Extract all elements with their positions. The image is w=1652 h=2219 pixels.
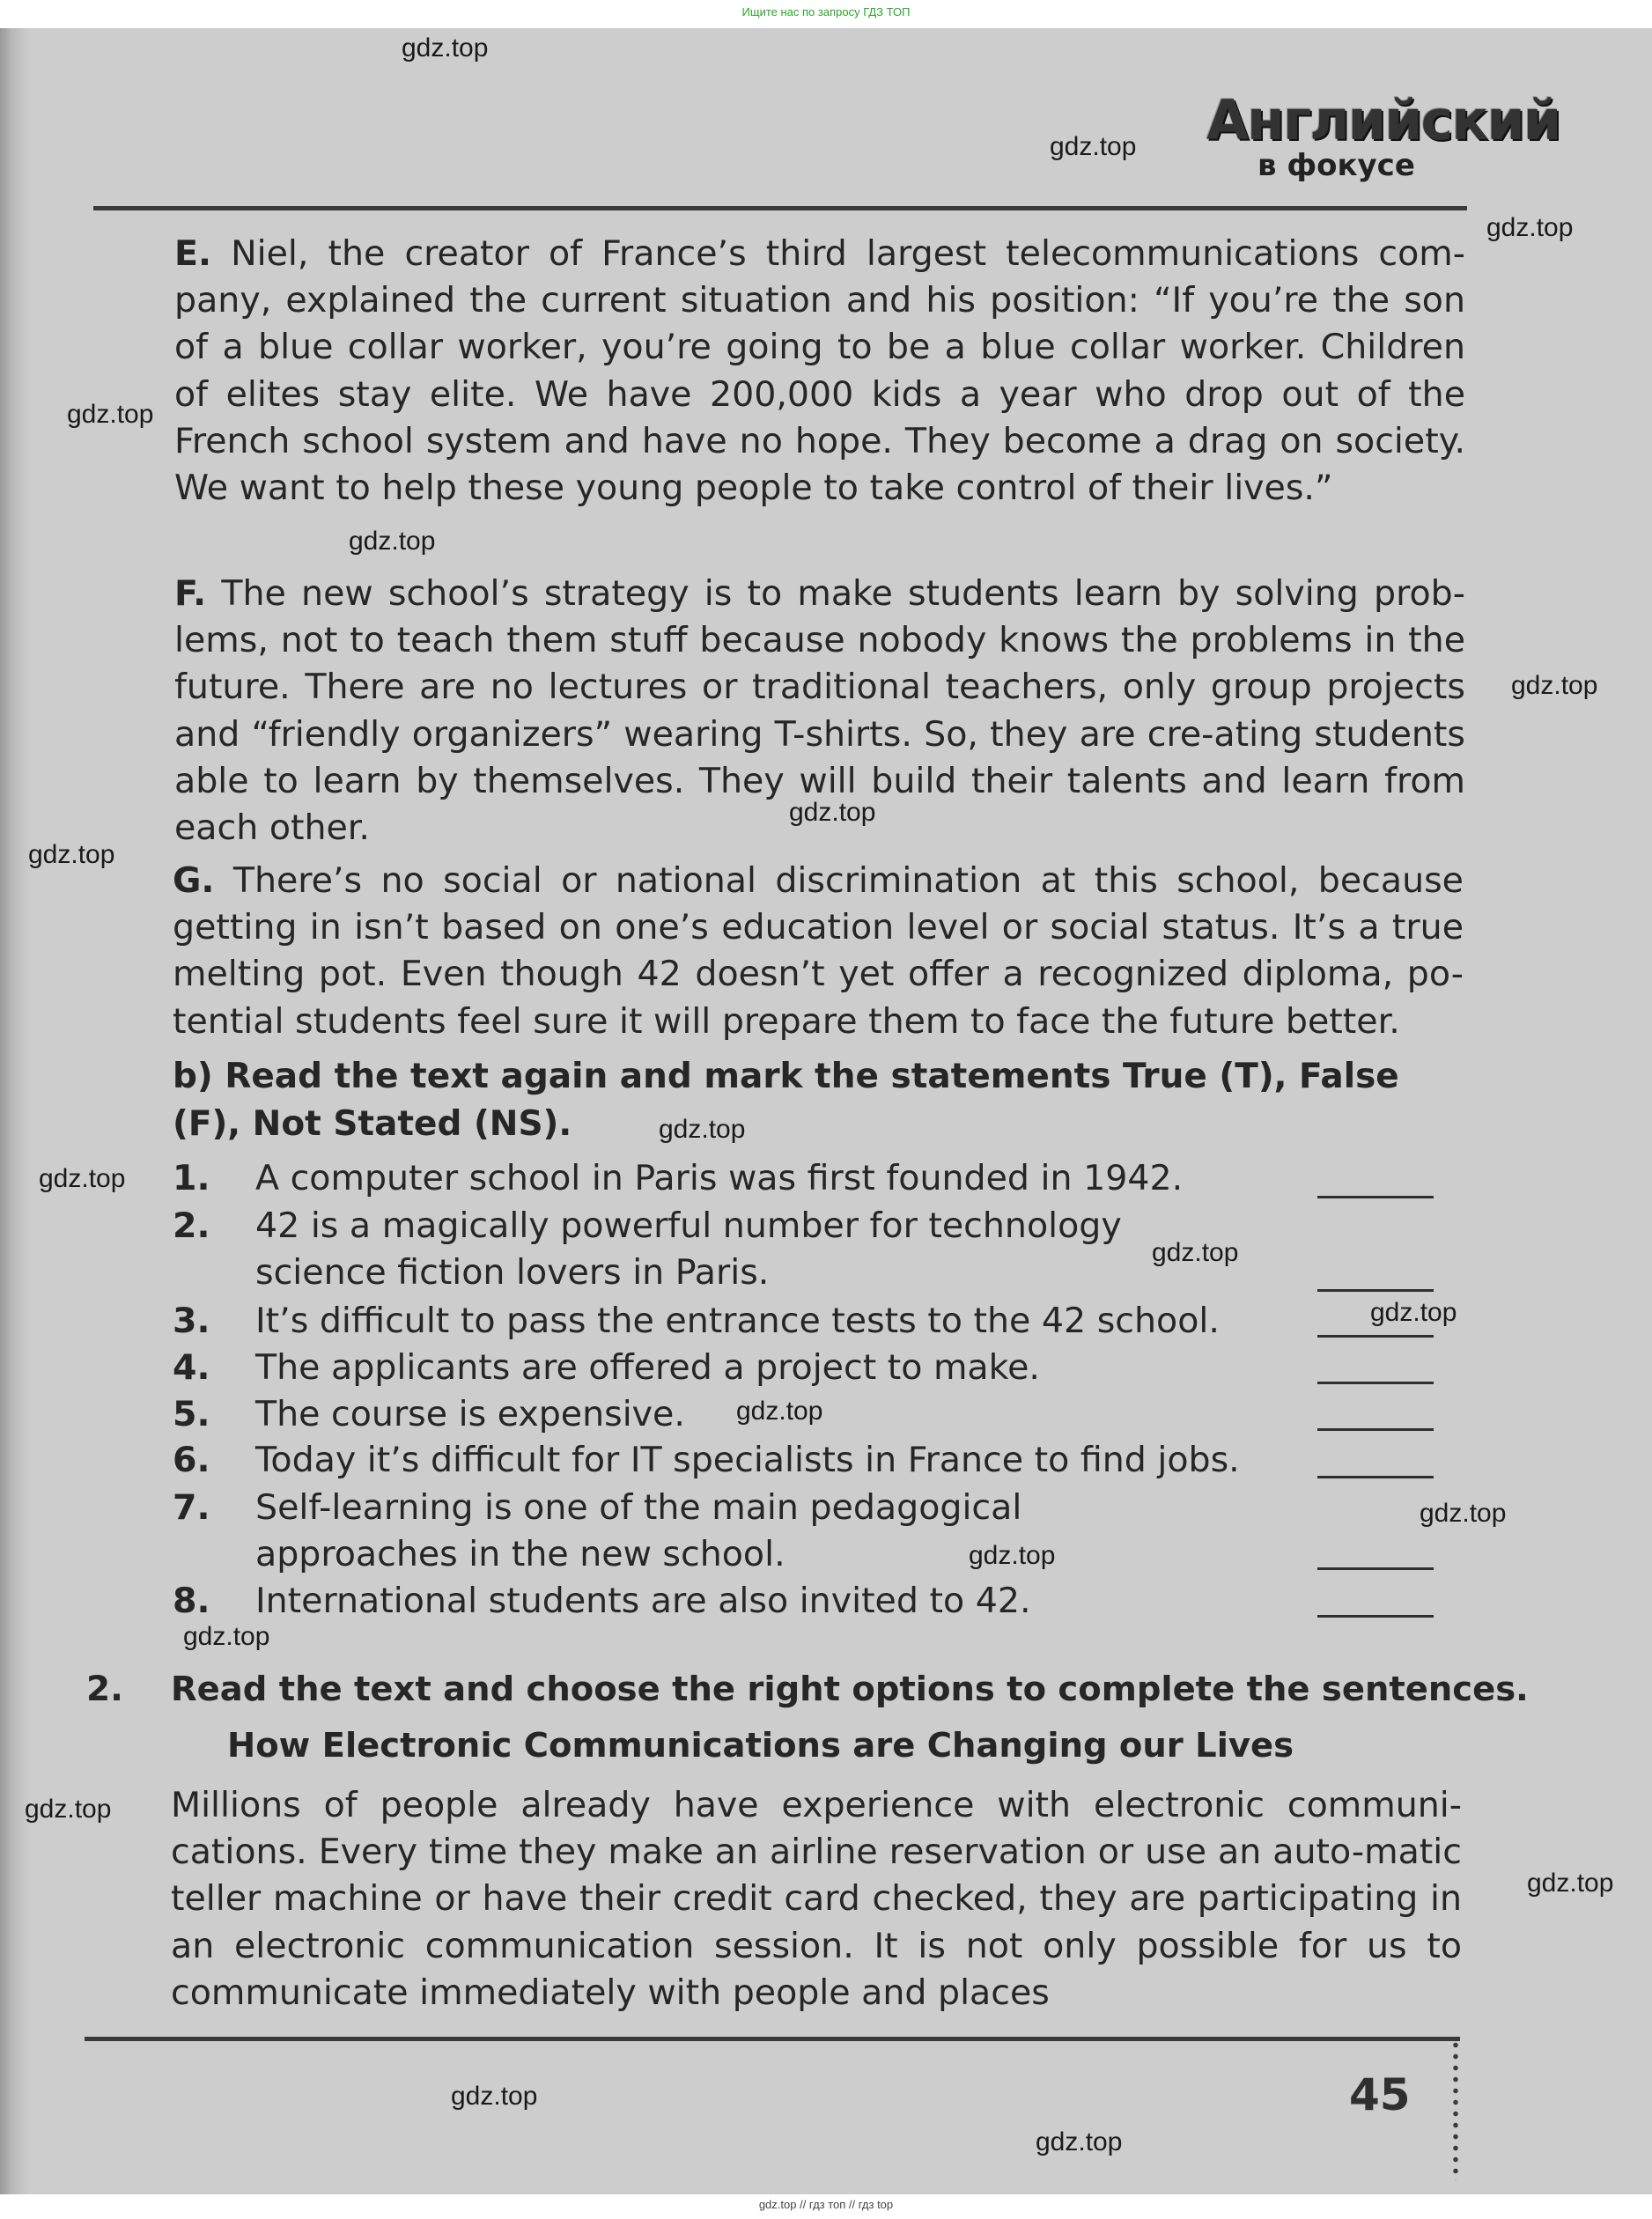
watermark-link[interactable]: gdz.top [1036,2127,1123,2156]
logo-subtitle: в фокусе [1257,148,1415,183]
article-text: Millions of people already have experience with electronic communi-cations. Every time they make an airline reservation or use an auto-matic teller machine or have their credit card checked, they are participating in an electronic communication session. It is not only possible for us to communicate immediately with people and places [171,1785,1462,2013]
watermark-link[interactable]: gdz.top [736,1397,823,1426]
statement-number: 1. [173,1158,210,1198]
watermark-link[interactable]: gdz.top [349,527,436,556]
paragraph-g-text: There’s no social or national discrimination at this school, because getting in isn’t based on one’s education level or social status. It’s a true melting pot. Even though 42 doesn’t yet offer a recognized diploma, po-tential students feel sure it will prepare them to face the future better. [173,860,1464,1042]
task-b-instruction: b) Read the text again and mark the statements True (T), False (F), Not Stated (NS). [173,1057,1399,1144]
footer-rule [85,2037,1460,2041]
footer-dotted-line [1453,2039,1458,2180]
watermark-link[interactable]: gdz.top [659,1115,746,1144]
statement-text: The applicants are offered a project to make. [255,1347,1040,1388]
paragraph-f-letter: F. [174,573,207,614]
paragraph-e-text: Niel, the creator of France’s third largest telecommunications com-pany, explained the current situation and his position: “If you’re the son of a blue collar worker, you’re going to be a blue collar worker. Children of elites stay elite. We have 200,000 kids a year who drop out of the French school system and have no hope. They become a drag on society. We want to help these young people to take control of their lives.” [174,233,1465,509]
answer-blank[interactable] [1317,1335,1434,1338]
watermark-link[interactable]: gdz.top [1050,132,1137,161]
answer-blank[interactable] [1317,1382,1434,1384]
header-rule [93,206,1467,210]
watermark-link[interactable]: gdz.top [451,2082,538,2111]
answer-blank[interactable] [1317,1567,1434,1570]
watermark-link[interactable]: gdz.top [1511,671,1598,700]
statement-number: 4. [173,1347,210,1388]
bottom-banner[interactable]: gdz.top // гдз топ // гдз top [758,2198,894,2211]
answer-blank[interactable] [1317,1289,1434,1292]
watermark-link[interactable]: gdz.top [183,1622,270,1651]
answer-blank[interactable] [1317,1615,1434,1618]
statement-text: The course is expensive. [255,1394,685,1434]
answer-blank[interactable] [1317,1428,1434,1431]
book-logo [1206,88,1560,185]
statement-text: Self-learning is one of the main pedagogical approaches in the new school. [255,1487,1022,1574]
statement-number: 7. [173,1487,210,1528]
paragraph-e [174,231,1465,512]
watermark-link[interactable]: gdz.top [1370,1298,1457,1327]
watermark-link[interactable]: gdz.top [1420,1499,1507,1528]
statement-text: 42 is a magically powerful number for technology science fiction lovers in Paris. [255,1205,1122,1293]
logo-title: Английский [1206,88,1560,152]
paragraph-g-letter: G. [173,860,215,901]
watermark-link[interactable]: gdz.top [1152,1238,1239,1267]
answer-blank[interactable] [1317,1476,1434,1478]
watermark-link[interactable]: gdz.top [1527,1869,1614,1898]
statement-number: 8. [173,1581,210,1621]
paragraph-f-text: The new school’s strategy is to make students learn by solving prob-lems, not to teach them stuff because nobody knows the problems in the future. There are no lectures or traditional teachers, only group projects and “friendly organizers” wearing T-shirts. So, they are cre-ating students able to learn by themselves. They will build their talents and learn from each other. [174,573,1465,849]
watermark-link[interactable]: gdz.top [1486,213,1574,242]
paragraph-e-letter: E. [174,233,211,274]
watermark-link[interactable]: gdz.top [28,840,115,869]
watermark-link[interactable]: gdz.top [39,1164,126,1193]
article-title: How Electronic Communications are Changing our Lives [227,1726,1294,1766]
statement-number: 6. [173,1440,210,1480]
statement-number: 2. [173,1205,210,1246]
statement-number: 5. [173,1394,210,1434]
paragraph-g [173,858,1464,1045]
top-banner[interactable]: Ищите нас по запросу ГДЗ ТОП [741,5,911,18]
statement-text: A computer school in Paris was first founded in 1942. [255,1158,1184,1198]
page-number: 45 [1349,2069,1411,2120]
watermark-link[interactable]: gdz.top [67,400,154,429]
watermark-link[interactable]: gdz.top [789,798,876,827]
answer-blank[interactable] [1317,1196,1434,1198]
task-2-instruction: Read the text and choose the right options to complete the sentences. [171,1670,1529,1709]
watermark-link[interactable]: gdz.top [969,1541,1056,1570]
statement-text: Today it’s difficult for IT specialists in France to find jobs. [255,1440,1240,1480]
watermark-link[interactable]: gdz.top [402,33,489,63]
statement-text: International students are also invited to 42. [255,1581,1031,1621]
statement-text: It’s difficult to pass the entrance tests to the 42 school. [255,1301,1220,1341]
statement-number: 3. [173,1301,210,1341]
watermark-link[interactable]: gdz.top [25,1795,112,1824]
task-2-number: 2. [86,1670,123,1709]
